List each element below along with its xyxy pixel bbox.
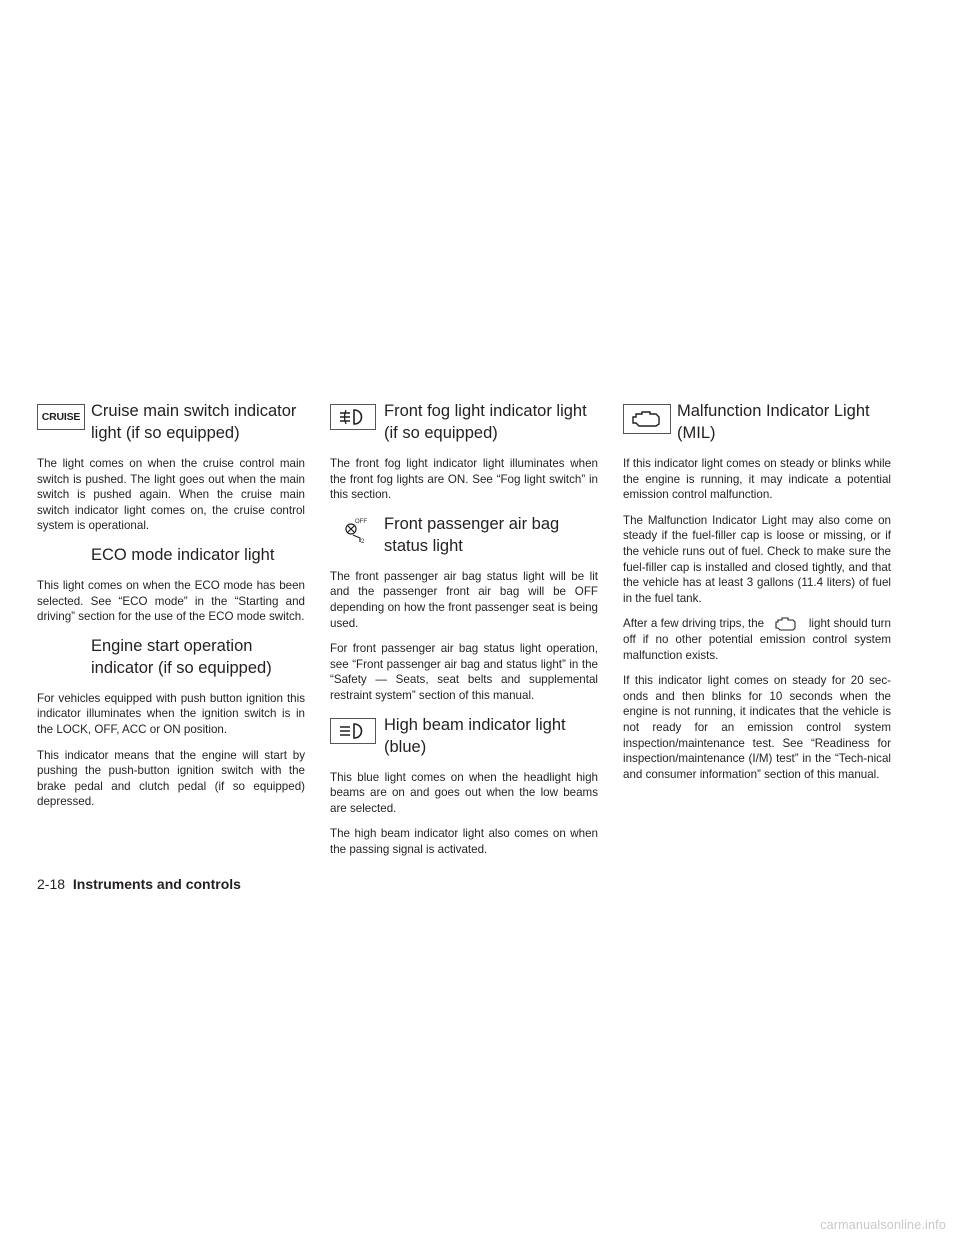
cruise-title: Cruise main switch indicator light (if so equipped) [91, 402, 297, 442]
eco-body: This light comes on when the ECO mode has been selected. See “ECO mode” in the “Starting and driving” section for the use of the ECO mode switch. [37, 578, 305, 624]
cruise-heading [37, 400, 305, 446]
mil-body-4: If this indicator light comes on steady for 20 sec-onds and then blinks for 10 seconds when the engine is not running, it indicates that the vehicle is not ready for an emission control system inspection/maintenance test. See “Readiness for inspection/maintenance (I/M) test” in the “Tech-nical and consumer information” section of this manual. [623, 674, 891, 781]
mil-title: Malfunction Indicator Light (MIL) [677, 402, 870, 442]
page-footer [37, 876, 241, 892]
high-beam-icon [330, 718, 376, 744]
high-beam-heading [330, 714, 598, 760]
eco-heading [37, 544, 305, 568]
passenger-airbag-off-icon [330, 517, 376, 543]
airbag-heading [330, 513, 598, 559]
column-2 [330, 400, 598, 868]
svg-text:2: 2 [361, 538, 365, 544]
airbag-off-text: OFF [355, 518, 367, 525]
airbag-title: Front passenger air bag status light [384, 514, 560, 555]
engine-start-title: Engine start operation indicator (if so equipped) [91, 636, 272, 677]
mil-body-2: The Malfunction Indicator Light may also come on steady if the fuel-filler cap is loose or missing, or if the vehicle runs out of fuel. Check to make sure the fuel-filler cap is installed and closed tightly, and that the vehicle has at least 3 gallons (11.4 liters) of fuel in the fuel tank. [623, 513, 891, 605]
mil-heading [623, 400, 891, 446]
cruise-text-icon [37, 404, 85, 430]
high-beam-body-2: The high beam indicator light also comes on when the passing signal is activated. [330, 827, 598, 856]
mil-body-3-after: light should turn off if no other potential emission control system malfunction exists. [623, 617, 891, 662]
section-title: Instruments and controls [72, 876, 241, 892]
eco-title: ECO mode indicator light [91, 545, 275, 564]
airbag-body-2: For front passenger air bag status light operation, see “Front passenger air bag and status light” in the “Safety — Seats, seat belts and supplemental restraint system” section of this manual. [330, 642, 598, 702]
mil-body-3-before: After a few driving trips, the [623, 617, 765, 631]
column-3 [623, 400, 891, 792]
mil-body-1: If this indicator light comes on steady or blinks while the engine is running, it may indicate a potential emission control malfunction. [623, 457, 891, 502]
cruise-icon-label: CRUISE [41, 411, 81, 423]
mil-body-3 [623, 616, 891, 663]
front-fog-light-icon [330, 404, 376, 430]
engine-malfunction-inline-icon [770, 617, 804, 631]
engine-start-body-1: For vehicles equipped with push button ignition this indicator illuminates when the ignition switch is in the LOCK, OFF, ACC or ON position. [37, 691, 305, 736]
fog-title: Front fog light indicator light (if so equipped) [384, 402, 587, 442]
engine-malfunction-icon [623, 404, 671, 434]
cruise-body: The light comes on when the cruise control main switch is pushed. The light goes out when the main switch is pushed again. When the cruise main switch indicator light comes on, the cruise control system is operational. [37, 457, 305, 533]
high-beam-body-1: This blue light comes on when the headlight high beams are on and goes out when the low beams are selected. [330, 770, 598, 815]
high-beam-title: High beam indicator light (blue) [384, 715, 566, 756]
fog-heading [330, 400, 598, 446]
engine-start-body-2: This indicator means that the engine will start by pushing the push-button ignition switch with the brake pedal and clutch pedal (if so equipped) depressed. [37, 748, 305, 809]
watermark: carmanualsonline.info [820, 1218, 946, 1232]
page-number: 2-18 [37, 876, 66, 892]
column-1 [37, 400, 305, 820]
airbag-body-1: The front passenger air bag status light will be lit and the passenger front air bag will be OFF depending on how the front passenger seat is being used. [330, 569, 598, 630]
engine-start-heading [37, 635, 305, 681]
fog-body: The front fog light indicator light illuminates when the front fog lights are ON. See “Fog light switch” in this section. [330, 457, 598, 502]
